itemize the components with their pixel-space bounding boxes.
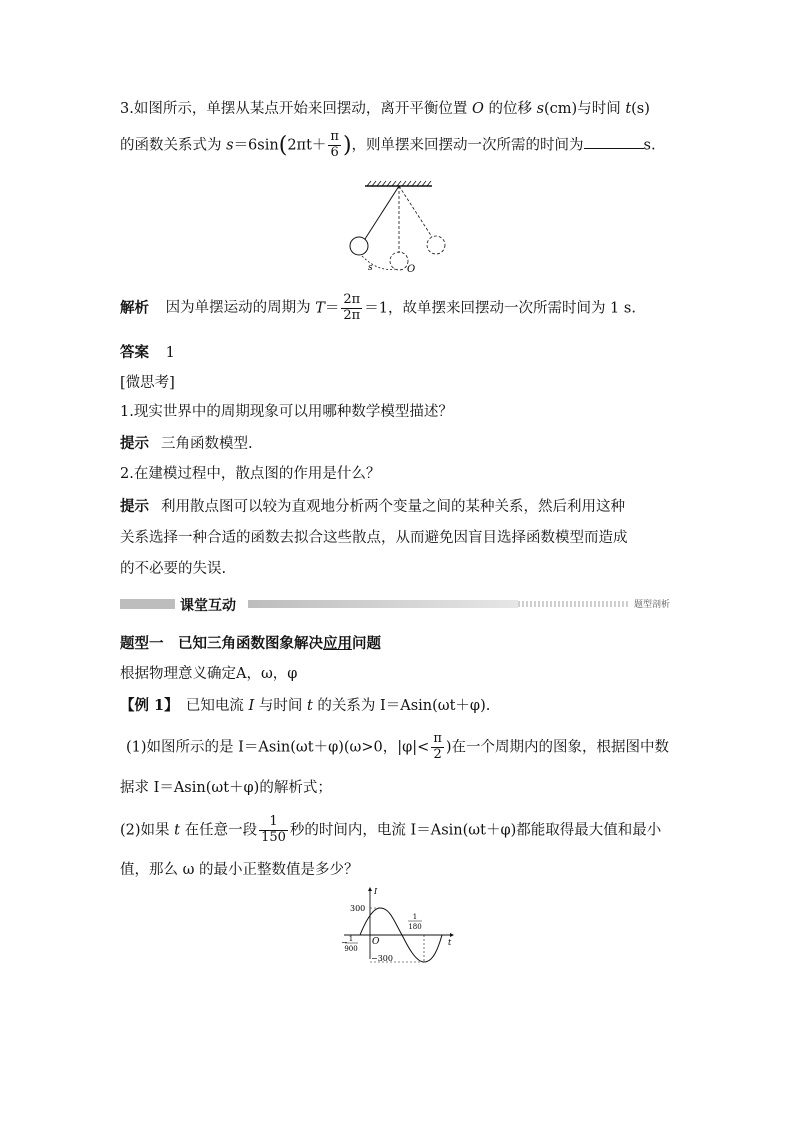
example-1-part-2-line-1: (2)如果 t 在任意一段 $\frac{1}{150}$ 秒的时间内，电流 I＝Asin(ωt＋φ)都能取得最大值和最小 [120,814,662,845]
micro-hint-2-line-1: 提示 利用散点图可以较为直观地分析两个变量之间的某种关系，然后利用这种 [120,498,625,515]
y-axis-label: I [374,887,378,896]
micro-hint-1: 提示 三角函数模型. [120,435,253,452]
pendulum-bob [350,237,368,255]
type-1-title: 题型一 已知三角函数图象解决应用问题 [120,636,381,652]
section-bar [120,597,680,614]
example-1-part-1-line-1: (1)如图所示的是 I＝Asin(ωt＋φ)(ω>0，|φ|< $\frac{\pi}{2}$ )在一个周期内的图象，根据图中数 [126,731,670,762]
answer-label: 答案 [120,344,149,361]
answer-value: 1 [165,345,175,361]
example-1-part-2-line-2: 值，那么 ω 的最小正整数值是多少？ [120,862,359,878]
x-left-den: 900 [344,945,358,953]
origin-label: O [372,937,380,947]
period-fraction: $\frac{2\pi}{2\pi}$ [343,292,361,323]
question-3-line-2: 的函数关系式为 s＝6sin(2πt＋ $\frac{\pi}{6}$ )，则单摆来回摆动一次所需的时间为 s. [120,129,656,160]
current-graph [338,885,458,965]
y-min-label: −300 [371,954,393,963]
section-subtitle: 题型剖析 [634,600,671,610]
example-1-intro: 【例 1】 已知电流 I 与时间 t 的关系为 I＝Asin(ωt＋φ). [120,697,491,714]
example-1-label: 【例 1】 [120,697,172,714]
pi-over-2-fraction: $\frac{\pi}{2}$ [433,731,442,762]
micro-hint-2-line-2: 关系选择一种合适的函数去拟合这些散点，从而避免因盲目选择函数模型而造成 [120,530,628,546]
micro-think-header: [微思考] [120,375,175,391]
answer [120,341,175,362]
pendulum-figure [340,180,455,280]
pi-over-6-fraction: $\frac{\pi}{6}$ [330,129,339,160]
analysis: 解析 因为单摆运动的周期为 T＝ $\frac{2\pi}{2\pi}$ ＝1，故单摆来回摆动一次所需时间为 1 s. [120,292,636,323]
section-title: 课堂互动 [180,598,236,614]
micro-question-1: 1.现实世界中的周期现象可以用哪种数学模型描述？ [120,404,453,420]
micro-hint-2-line-3: 的不必要的失误. [120,561,227,577]
x-axis-label: t [448,938,452,947]
one-over-150-fraction: $\frac{1}{150}$ [261,814,286,845]
answer-blank[interactable] [584,136,644,149]
svg-text:−: − [341,938,348,947]
analysis-label: 解析 [120,299,149,317]
type-1-subtitle: 根据物理意义确定A，ω，φ [120,666,298,682]
y-max-label: 300 [350,904,366,913]
question-3-line-1: 3.如图所示，单摆从某点开始来回摆动，离开平衡位置 O 的位移 s(cm)与时间 t(s) [120,101,650,117]
label-O: O [407,264,416,275]
label-s: s [368,263,373,273]
x-right-num: 1 [412,913,418,921]
x-right-den: 180 [408,923,422,931]
x-left-num: 1 [348,935,354,943]
micro-question-2: 2.在建模过程中，散点图的作用是什么？ [120,466,381,482]
example-1-part-1-line-2: 据求 I＝Asin(ωt＋φ)的解析式； [120,780,332,796]
